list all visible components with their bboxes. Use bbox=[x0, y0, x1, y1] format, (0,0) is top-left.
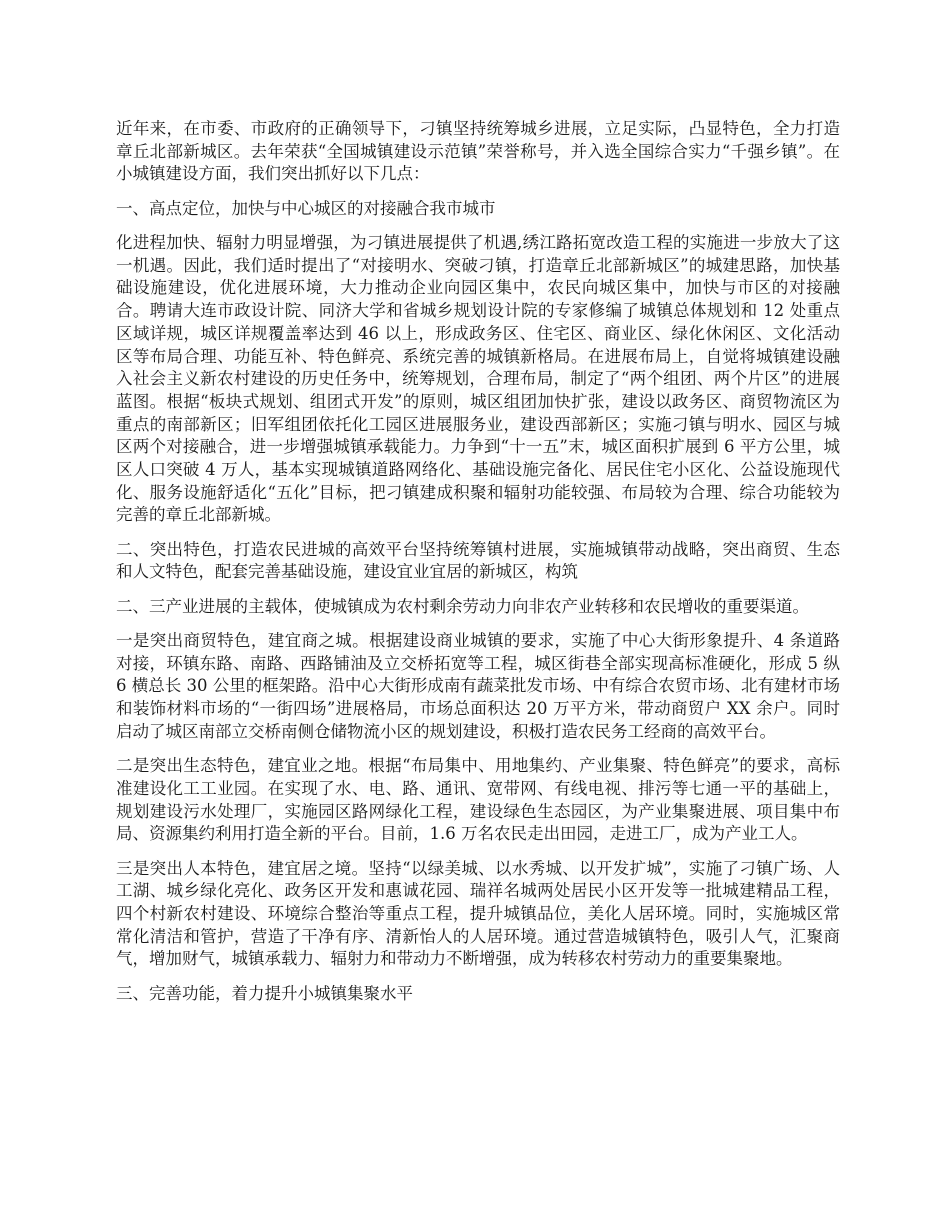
paragraph-living: 三是突出人本特色，建宜居之境。坚持“以绿美城、以水秀城、以开发扩城”，实施了刁镇广场、人工湖、城乡绿化亮化、政务区开发和惠诚花园、瑞祥名城两处居民小区开发等一批城建精品工程，四个村新农村建设、环境综合整治等重点工程，提升城镇品位，美化人居环境。同时，实施城区常常化清洁和管护，营造了干净有序、清新怡人的人居环境。通过营造城镇特色，吸引人气，汇聚商气，增加财气，城镇承载力、辐射力和带动力不断增强，成为转移农村劳动力的重要集聚地。 bbox=[116, 858, 840, 969]
paragraph: 二、三产业进展的主载体，使城镇成为农村剩余劳动力向非农产业转移和农民增收的重要渠道。 bbox=[116, 596, 809, 616]
section-heading-3: 三、完善功能，着力提升小城镇集聚水平 bbox=[116, 983, 413, 1003]
paragraph-intro: 近年来，在市委、市政府的正确领导下，刁镇坚持统筹城乡进展，立足实际，凸显特色，全力打造章丘北部新城区。去年荣获“全国城镇建设示范镇”荣誉称号，并入选全国综合实力“千强乡镇”。在小城镇建设方面，我们突出抓好以下几点： bbox=[116, 119, 840, 184]
paragraph-commerce: 一是突出商贸特色，建宜商之城。根据建设商业城镇的要求，实施了中心大街形象提升、4 条道路对接，环镇东路、南路、西路铺油及立交桥拓宽等工程，城区街巷全部实现高标准硬化，形成 5 纵 6 横总长 30 公里的框架路。沿中心大街形成南有蔬菜批发市场、中有综合农贸市场、北有建材市场和装饰材料市场的“一街四场”进展格局，市场总面积达 20 万平方米，带动商贸户 XX 余户。同时启动了城区南部立交桥南侧仓储物流小区的规划建设，积极打造农民务工经商的高效平台。 bbox=[116, 631, 840, 741]
section-heading-1: 一、高点定位，加快与中心城区的对接融合我市城市 bbox=[116, 198, 496, 218]
paragraph: 化进程加快、辐射力明显增强，为刁镇进展提供了机遇,绣江路拓宽改造工程的实施进一步放大了这一机遇。因此，我们适时提出了“对接明水、突破刁镇，打造章丘北部新城区”的城建思路，加快基础设施建设，优化进展环境，大力推动企业向园区集中，农民向城区集中，加快与市区的对接融合。聘请大连市政设计院、同济大学和省城乡规划设计院的专家修编了城镇总体规划和 12 处重点区域详规，城区详规覆盖率达到 46 以上，形成政务区、住宅区、商业区、绿化休闲区、文化活动区等布局合理、功能互补、特色鲜亮、系统完善的城镇新格局。在进展布局上，自觉将城镇建设融入社会主义新农村建设的历史任务中，统筹规划，合理布局，制定了“两个组团、两个片区”的进展蓝图。根据“板块式规划、组团式开发”的原则，城区组团加快扩张，建设以政务区、商贸物流区为重点的南部新区；旧军组团依托化工园区进展服务业，建设西部新区；实施刁镇与明水、园区与城区两个对接融合，进一步增强城镇承载能力。力争到“十一五”末，城区面积扩展到 6 平方公里，城区人口突破 4 万人，基本实现城镇道路网络化、基础设施完备化、居民住宅小区化、公益设施现代化、服务设施舒适化“五化”目标，把刁镇建成积聚和辐射功能较强、布局较为合理、综合功能较为完善的章丘北部新城。 bbox=[116, 233, 840, 525]
section-heading-2: 二、突出特色，打造农民进城的高效平台坚持统筹镇村进展，实施城镇带动战略，突出商贸、生态和人文特色，配套完善基础设施，建设宜业宜居的新城区，构筑 bbox=[116, 539, 840, 582]
paragraph-ecology: 二是突出生态特色，建宜业之地。根据“布局集中、用地集约、产业集聚、特色鲜亮”的要求，高标准建设化工工业园。在实现了水、电、路、通讯、宽带网、有线电视、排污等七通一平的基础上，规划建设污水处理厂，实施园区路网绿化工程，建设绿色生态园区，为产业集聚进展、项目集中布局、资源集约利用打造全新的平台。目前，1.6 万名农民走出田园，走进工厂，成为产业工人。 bbox=[116, 756, 840, 844]
document-body bbox=[116, 118, 840, 1017]
